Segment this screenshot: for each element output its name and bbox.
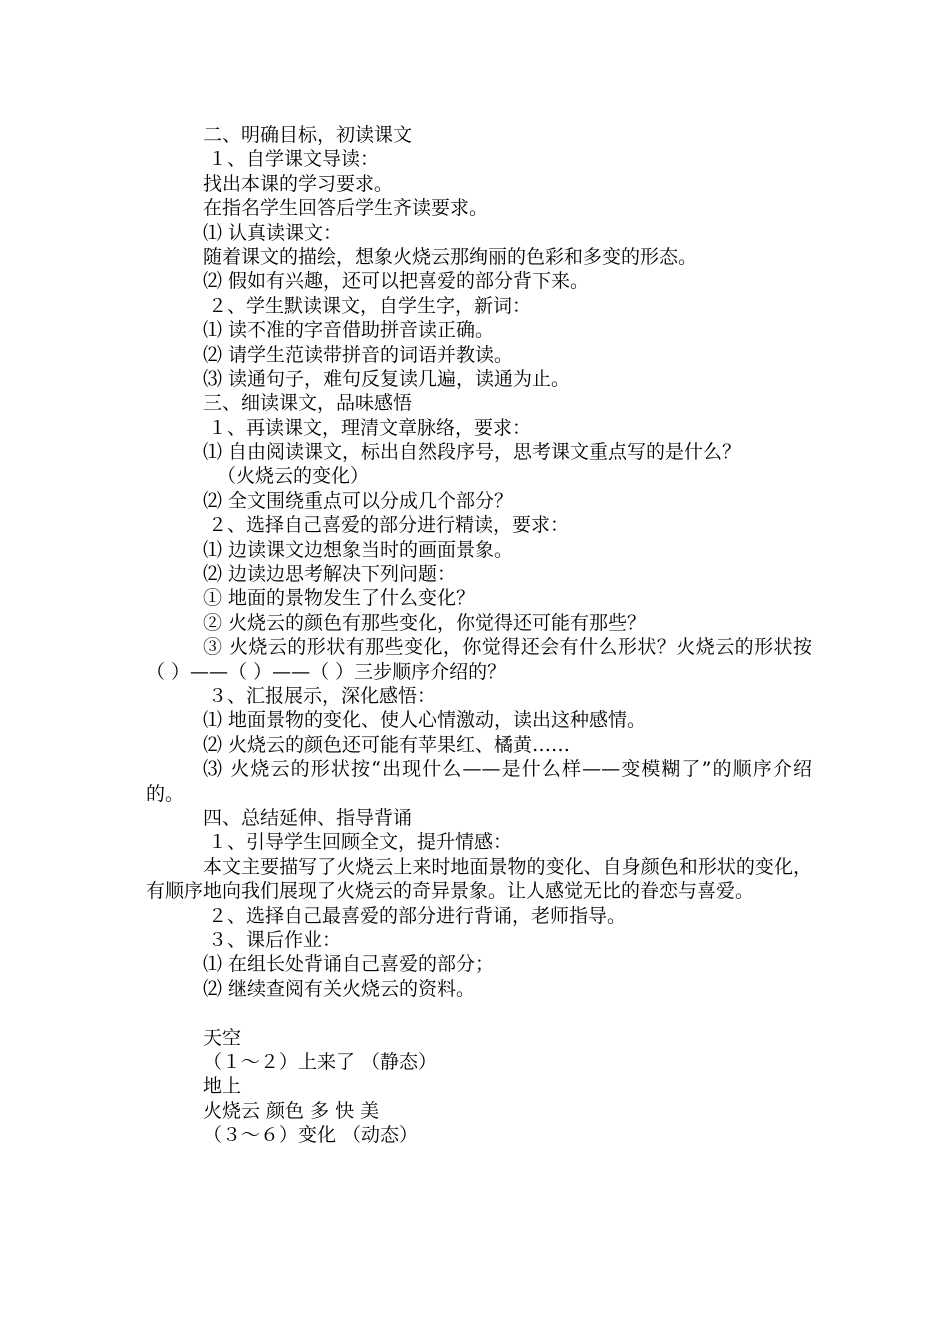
list-item: ⑶ 火烧云的形状按“出现什么——是什么样——变模糊了”的顺序介绍的。 [146, 758, 812, 805]
subheading: ３、课后作业： [208, 929, 342, 951]
list-item: ⑵ 假如有兴趣，还可以把喜爱的部分背下来。 [203, 270, 590, 293]
section-heading-3: 三、细读课文，品味感悟 [203, 392, 413, 415]
board-line: 天空 [203, 1026, 242, 1049]
list-item: ⑴ 认真读课文： [203, 221, 343, 244]
list-item: ⑴ 读不准的字音借助拼音读正确。 [203, 319, 495, 342]
board-line: （３～６）变化 （动态） [203, 1124, 419, 1147]
section-heading-4: 四、总结延伸、指导背诵 [203, 807, 413, 830]
list-item: ⑴ 地面景物的变化、使人心情激动，读出这种感情。 [203, 709, 647, 732]
text-line: 找出本课的学习要求。 [203, 172, 394, 195]
list-item: ⑴ 边读课文边想象当时的画面景象。 [203, 538, 514, 561]
list-item: ⑴ 自由阅读课文，标出自然段序号，思考课文重点写的是什么？ [203, 441, 742, 464]
board-line: 地上 [203, 1075, 242, 1098]
document-body [146, 123, 812, 1148]
subheading: ２、学生默读课文，自学生字，新词： [208, 294, 532, 317]
list-item: ⑵ 继续查阅有关火烧云的资料。 [203, 977, 476, 1000]
list-item: ⑵ 全文围绕重点可以分成几个部分？ [203, 489, 514, 512]
subheading: ２、选择自己喜爱的部分进行精读，要求： [208, 514, 570, 537]
subheading: ２、选择自己最喜爱的部分进行背诵，老师指导。 [208, 904, 627, 927]
board-line: （１～２）上来了 （静态） [203, 1050, 438, 1073]
section-heading-2: 二、明确目标，初读课文 [203, 124, 413, 146]
answer-line: （火烧云的变化） [217, 465, 370, 488]
board-design [146, 1026, 812, 1148]
text-line: 随着课文的描绘，想象火烧云那绚丽的色彩和多变的形态。 [203, 245, 698, 268]
board-line: 火烧云 颜色 多 快 美 [203, 1099, 380, 1122]
subheading: ３、汇报展示，深化感悟： [208, 685, 437, 708]
text-line: 在指名学生回答后学生齐读要求。 [203, 197, 489, 220]
list-item: ⑵ 请学生范读带拼音的词语并教读。 [203, 343, 514, 366]
list-item: ⑴ 在组长处背诵自己喜爱的部分； [203, 953, 495, 976]
question-item: ① 地面的景物发生了什么变化？ [203, 587, 476, 610]
question-item: ② 火烧云的颜色有那些变化，你觉得还可能有那些？ [203, 611, 647, 634]
question-item: ③ 火烧云的形状有那些变化，你觉得还会有什么形状？火烧云的形状按（ ）——（ ）——（ ）三步顺序介绍的？ [146, 636, 812, 683]
subheading: １、再读课文，理清文章脉络，要求： [208, 416, 532, 439]
list-item: ⑵ 火烧云的颜色还可能有苹果红、橘黄…… [203, 733, 571, 756]
list-item: ⑵ 边读边思考解决下列问题： [203, 563, 457, 586]
subheading: １、自学课文导读： [208, 148, 380, 171]
summary-paragraph: 本文主要描写了火烧云上来时地面景物的变化、自身颜色和形状的变化，有顺序地向我们展现了火烧云的奇异景象。让人感觉无比的眷恋与喜爱。 [146, 855, 812, 903]
spacer [146, 1001, 812, 1025]
subheading: １、引导学生回顾全文，提升情感： [208, 831, 513, 854]
list-item: ⑶ 读通句子，难句反复读几遍，读通为止。 [203, 367, 571, 390]
